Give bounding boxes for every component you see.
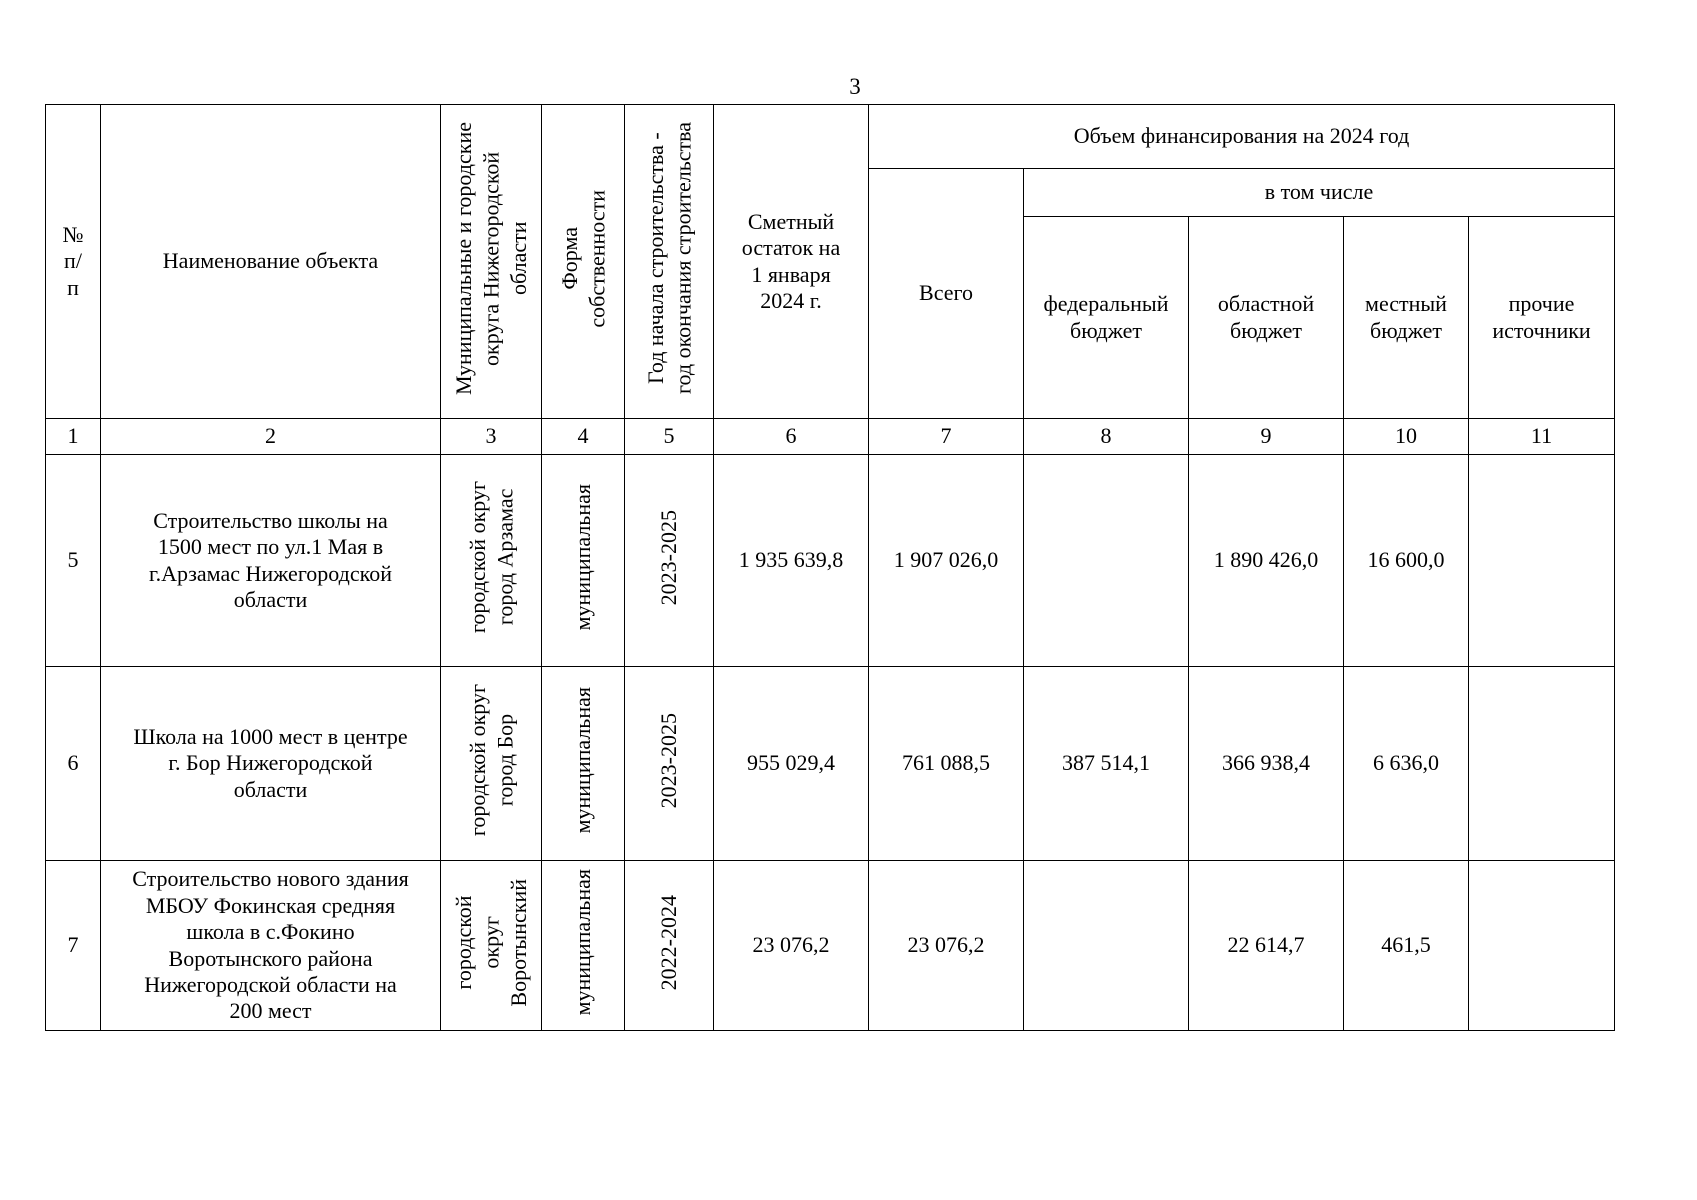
column-number: 7 — [869, 419, 1024, 455]
ownership: муниципальная — [542, 667, 625, 861]
municipality: городской округ Воротынский — [441, 861, 542, 1031]
column-number: 8 — [1024, 419, 1189, 455]
column-number: 9 — [1189, 419, 1344, 455]
local: 16 600,0 — [1344, 455, 1469, 667]
federal: 387 514,1 — [1024, 667, 1189, 861]
object-name: Школа на 1000 мест в центре г. Бор Нижегородской области — [101, 667, 441, 861]
other — [1469, 455, 1615, 667]
federal — [1024, 455, 1189, 667]
header-local: местный бюджет — [1344, 217, 1469, 419]
object-name: Строительство школы на 1500 мест по ул.1 Мая в г.Арзамас Нижегородской области — [101, 455, 441, 667]
table-row — [46, 861, 1615, 1031]
table-row — [46, 667, 1615, 861]
regional: 22 614,7 — [1189, 861, 1344, 1031]
header-years: Год начала строительства - год окончания строительства — [625, 105, 714, 419]
header-municipality: Муниципальные и городские округа Нижегородской области — [441, 105, 542, 419]
total: 1 907 026,0 — [869, 455, 1024, 667]
years: 2023-2025 — [625, 667, 714, 861]
row-num: 7 — [46, 861, 101, 1031]
header-including: в том числе — [1024, 169, 1615, 217]
estimate: 1 935 639,8 — [714, 455, 869, 667]
municipality: городской округ город Бор — [441, 667, 542, 861]
federal — [1024, 861, 1189, 1031]
local: 461,5 — [1344, 861, 1469, 1031]
years: 2023-2025 — [625, 455, 714, 667]
page-number: 3 — [849, 74, 861, 99]
column-number: 10 — [1344, 419, 1469, 455]
header-num: № п/ п — [46, 105, 101, 419]
ownership: муниципальная — [542, 455, 625, 667]
table-row — [46, 455, 1615, 667]
header-regional: областной бюджет — [1189, 217, 1344, 419]
object-name: Строительство нового здания МБОУ Фокинская средняя школа в с.Фокино Воротынского района Нижегородской области на 200 мест — [101, 861, 441, 1031]
column-number: 1 — [46, 419, 101, 455]
column-number: 6 — [714, 419, 869, 455]
header-federal: федеральный бюджет — [1024, 217, 1189, 419]
local: 6 636,0 — [1344, 667, 1469, 861]
other — [1469, 861, 1615, 1031]
row-num: 6 — [46, 667, 101, 861]
estimate: 955 029,4 — [714, 667, 869, 861]
estimate: 23 076,2 — [714, 861, 869, 1031]
header-other: прочие источники — [1469, 217, 1615, 419]
total: 761 088,5 — [869, 667, 1024, 861]
funding-table — [45, 104, 1615, 1031]
regional: 366 938,4 — [1189, 667, 1344, 861]
column-number: 4 — [542, 419, 625, 455]
regional: 1 890 426,0 — [1189, 455, 1344, 667]
header-funding: Объем финансирования на 2024 год — [869, 105, 1615, 169]
municipality: городской округ город Арзамас — [441, 455, 542, 667]
column-number: 5 — [625, 419, 714, 455]
header-estimate: Сметный остаток на 1 января 2024 г. — [714, 105, 869, 419]
column-number: 11 — [1469, 419, 1615, 455]
column-number: 3 — [441, 419, 542, 455]
column-number: 2 — [101, 419, 441, 455]
header-name: Наименование объекта — [101, 105, 441, 419]
header-ownership: Форма собственности — [542, 105, 625, 419]
total: 23 076,2 — [869, 861, 1024, 1031]
other — [1469, 667, 1615, 861]
column-numbers-row — [46, 419, 1615, 455]
row-num: 5 — [46, 455, 101, 667]
header-total: Всего — [869, 169, 1024, 419]
header-row-1 — [46, 105, 1615, 169]
years: 2022-2024 — [625, 861, 714, 1031]
ownership: муниципальная — [542, 861, 625, 1031]
